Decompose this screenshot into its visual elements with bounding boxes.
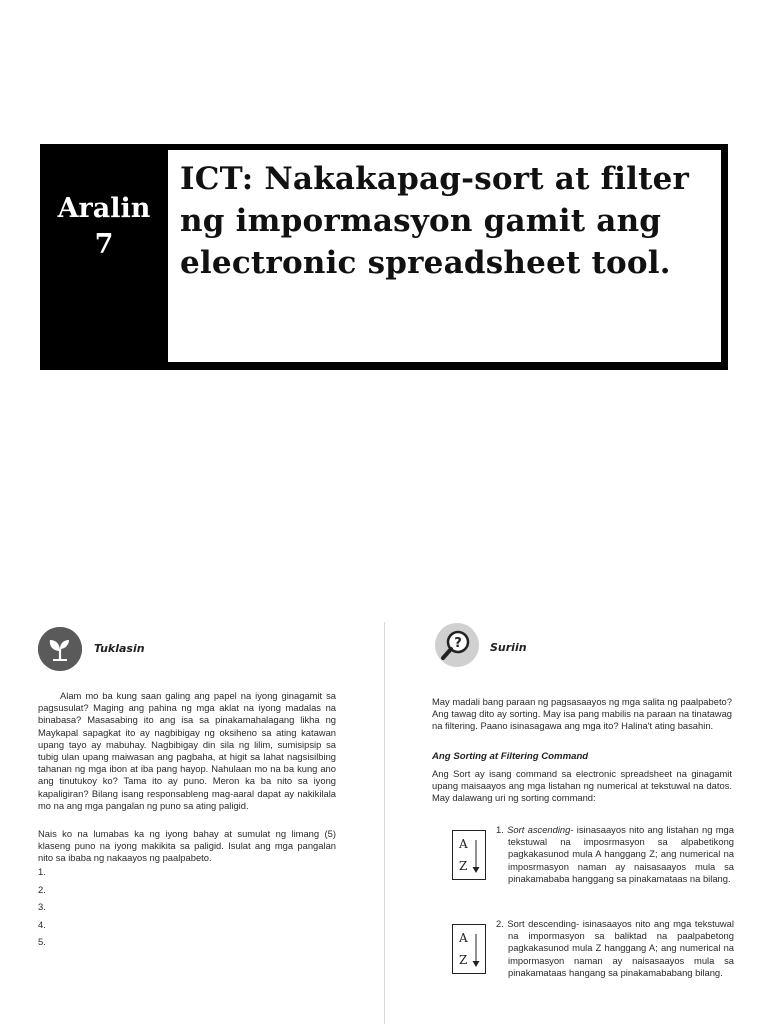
tuklasin-paragraph-2: Nais ko na lumabas ka ng iyong bahay at sumulat ng limang (5) klaseng puno na iyong makikita sa paligid. Isulat ang mga pangalan nito sa ibaba ng nakaayos ng paalpabeto. (38, 828, 336, 864)
sort-ascending-icon: A Z (452, 830, 486, 880)
lesson-number: 7 (94, 229, 114, 260)
suriin-paragraph-2: Ang Sort ay isang command sa electronic spreadsheet na ginagamit upang maisaayos ang mga listahan ng numerical at tekstuwal na datos. May dalawang uri ng sorting command: (432, 768, 732, 804)
sort-ascending-text: - isinasaayos nito ang listahan ng mga tekstuwal na imposrmasyon sa alpabetikong pagkakasunod mula A hanggang Z; ang numerical na imposrmasyon naman ay naisasaayos mula sa pinakamababa hanggang sa pinakamataas na bilang. (508, 824, 734, 884)
suriin-paragraph-1: May madali bang paraan ng pagsasaayos ng mga salita ng paalpabeto? Ang tawag dito ay sorting. May isa pang mabilis na paraan na tinatawag na filtering. Paano isinasagawa ang mga ito? Halina't ating basahin. (432, 696, 732, 732)
lesson-header (40, 144, 728, 370)
lesson-title-box (168, 150, 721, 362)
tree-list (38, 866, 138, 946)
suriin-title: Suriin (490, 641, 527, 654)
plant-icon (38, 627, 82, 671)
lesson-word: Aralin (57, 193, 151, 224)
column-divider (384, 622, 385, 1024)
lesson-label (40, 144, 168, 370)
list-item: 3. (38, 901, 46, 912)
svg-text:?: ? (454, 636, 462, 651)
sort-ascending-item: 1. Sort ascending- isinasaayos nito ang listahan ng mga tekstuwal na imposrmasyon sa alpabetikong pagkakasunod mula A hanggang Z; ang numerical na imposrmasyon naman ay naisasaayos mula sa pinakamababa hanggang sa pinakamataas na bilang. (496, 824, 734, 884)
list-item: 1. (38, 866, 46, 877)
sorting-subheading: Ang Sorting at Filtering Command (432, 751, 589, 762)
tuklasin-paragraph-1: Alam mo ba kung saan galing ang papel na iyong ginagamit sa pagsusulat? Maging ang pahina ng mga aklat na iyong madalas na binabasa? Masasabing ito ang isa sa pinakamahalagang likha ng Maykapal sapagkat ito ay nagbibigay ng oksiheno sa ating katawan upang tayo ay mabuhay. Nagbibigay din sila ng lilim, sumisipsip sa tubig ulan upang maiwasan ang pagbaha, at higit sa lahat nagsisilbing tahanan ng mga ibon at iba pang hayop. Nahulaan mo na ba kung ano ang tinutukoy ko? Tama ito ay puno. Meron ka ba nito sa iyong kapaligiran? Bilang isang responsableng mag-aaral dapat ay nakikilala mo na ang mga pangalan ng puno sa ating paligid. (38, 690, 336, 811)
tuklasin-title: Tuklasin (94, 642, 145, 655)
list-item: 4. (38, 919, 46, 930)
question-magnifier-icon (434, 622, 478, 666)
sort-descending-name: Sort descending (507, 918, 577, 929)
sort-descending-icon: A Z (452, 924, 486, 974)
sort-ascending-name: Sort ascending (507, 824, 571, 835)
list-item: 2. (38, 884, 46, 895)
lesson-title: ICT: Nakakapag-sort at filter ng impormasyon gamit ang electronic spreadsheet tool. (180, 161, 690, 281)
list-item: 5. (38, 936, 46, 947)
sort-descending-item: 2. Sort descending- isinasaayos nito ang mga tekstuwal na impormasyon sa baliktad na paalpabetong pagkakasunod mula Z hanggang A; ang numerical na impormasyon naman ay naisasaayos mula sa pinakamataas hangang sa pinakamababang bilang. (496, 918, 734, 978)
sort-descending-text: - isinasaayos nito ang mga tekstuwal na impormasyon sa baliktad na paalpabetong pagkakasunod mula Z hanggang A; ang numerical na impormasyon naman ay naisasaayos mula sa pinakamataas hangang sa pinakamababang bilang. (508, 918, 734, 978)
